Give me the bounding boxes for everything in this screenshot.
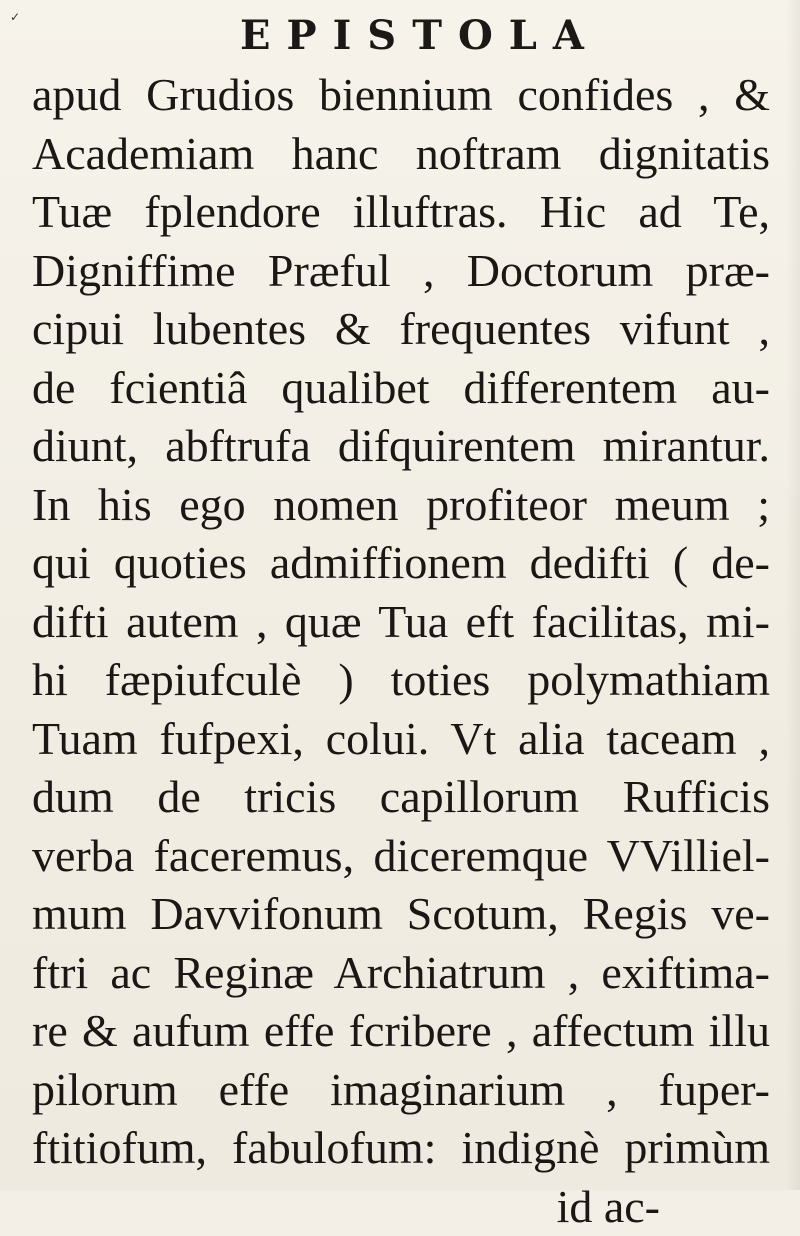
text-line: cipui lubentes & frequentes vifunt , bbox=[32, 300, 770, 359]
text-line: hi fæpiufculè ) toties polymathiam bbox=[32, 651, 770, 710]
text-line: In his ego nomen profiteor meum ; bbox=[32, 476, 770, 535]
page-edge-shadow bbox=[786, 0, 800, 1190]
text-line: mum Davvifonum Scotum, Regis ve- bbox=[32, 885, 770, 944]
text-line: diunt, abftrufa difquirentem mirantur. bbox=[32, 417, 770, 476]
page-header: EPISTOLA bbox=[0, 8, 800, 64]
letter-body bbox=[32, 66, 770, 1236]
text-line: Tuam fufpexi, colui. Vt alia taceam , bbox=[32, 710, 770, 769]
catchword: id ac- bbox=[32, 1178, 770, 1236]
text-line: pilorum effe imaginarium , fuper- bbox=[32, 1061, 770, 1120]
text-line: apud Grudios biennium confides , & bbox=[32, 66, 770, 125]
text-line: Academiam hanc noftram dignitatis bbox=[32, 125, 770, 184]
text-line: ftitiofum, fabulofum: indignè primùm bbox=[32, 1119, 770, 1178]
text-line: difti autem , quæ Tua eft facilitas, mi- bbox=[32, 593, 770, 652]
text-line: dum de tricis capillorum Rufficis bbox=[32, 768, 770, 827]
text-line: re & aufum effe fcribere , affectum illu bbox=[32, 1002, 770, 1061]
text-line: de fcientiâ qualibet differentem au- bbox=[32, 359, 770, 418]
text-line: qui quoties admiffionem dedifti ( de- bbox=[32, 534, 770, 593]
page-corner-mark: ✓ bbox=[10, 10, 20, 24]
text-line: ftri ac Reginæ Archiatrum , exiftima- bbox=[32, 944, 770, 1003]
text-line: Digniffime Præful , Doctorum præ- bbox=[32, 242, 770, 301]
text-line: verba faceremus, diceremque VVilliel- bbox=[32, 827, 770, 886]
text-line: Tuæ fplendore illuftras. Hic ad Te, bbox=[32, 183, 770, 242]
